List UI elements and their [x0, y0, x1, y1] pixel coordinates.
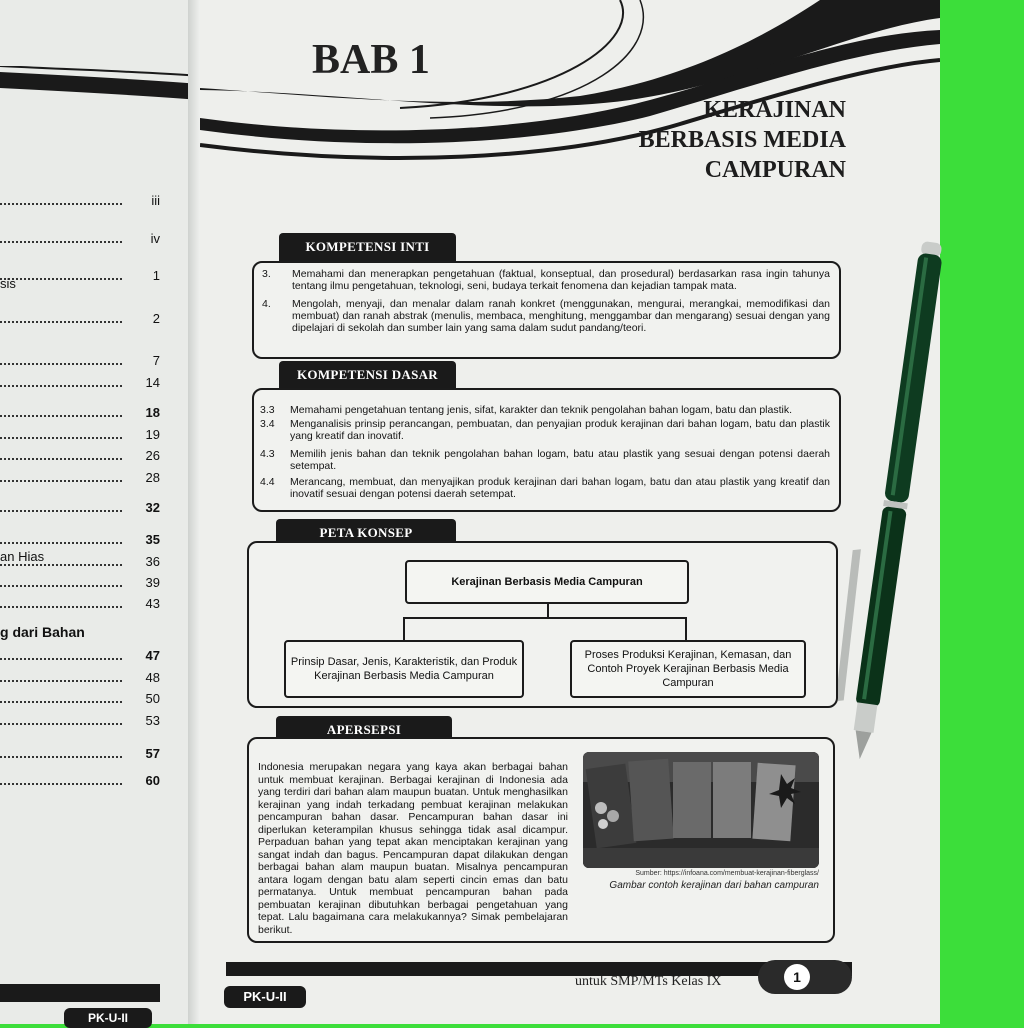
item-number: 3.	[262, 268, 271, 280]
concept-right-node: Proses Produksi Kerajinan, Kemasan, dan Contoh Proyek Kerajinan Berbasis Media Campuran	[570, 640, 806, 698]
toc-page-number: iv	[150, 231, 160, 246]
toc-row	[0, 643, 160, 665]
kompetensi-inti-heading: KOMPETENSI INTI	[279, 233, 456, 261]
toc-page-number: 50	[145, 691, 160, 706]
toc-page-number: 26	[145, 448, 160, 463]
toc-leader-dots	[0, 480, 122, 482]
concept-connector	[547, 602, 549, 618]
toc-row	[0, 768, 160, 790]
toc-page-number: 18	[145, 405, 160, 420]
toc-row	[0, 527, 160, 549]
toc-leader-dots	[0, 241, 122, 243]
toc-row	[0, 591, 160, 613]
item-number: 4.	[262, 298, 271, 310]
item-number: 3.4	[260, 418, 275, 430]
toc-page-number: 57	[145, 746, 160, 761]
left-footer-label: PK-U-II	[64, 1008, 152, 1028]
peta-konsep-heading: PETA KONSEP	[276, 519, 456, 547]
toc-row	[0, 226, 160, 248]
item-text: Mengolah, menyaji, dan menalar dalam ranah konkret (menggunakan, mengurai, merangkai, memodifikasi dan membuat) dan ranah abstrak (menulis, membaca, menghitung, menggambar dan mengarang) sesuai dengan yang dipelajari di sekolah dan sumber lain yang sama dalam sudut pandang/teori.	[292, 298, 830, 334]
toc-leader-dots	[0, 203, 122, 205]
apersepsi-text: Indonesia merupakan negara yang kaya akan berbagai bahan untuk membuat kerajinan. Berbagai kerajinan di Indonesia ada yang terdiri dari bahan alam maupun buatan. Untuk menghasilkan kerajinan yang indah terkadang pembuat kerajinan melakukan pencampuran bahan dasar. Pencampuran bahan dasar ini diperlukan keterampilan khusus sehingga tidak asal dicampur. Perpaduan bahan yang tepat akan menciptakan kerajinan yang sangat indah dan bagus. Pencampuran dapat dilakukan dengan berbagai bahan alam maupun buatan. Misalnya pencampuran antara logam dengan batu alam seperti cincin emas dan batu permatanya. Untuk membuat pencampuran bahan pada pembuatan kerajinan dibutuhkan berbagai pengetahuan yang tepat. Lalu bagaimana cara melakukannya? Simak pembelajaran berikut.	[258, 761, 568, 936]
item-number: 4.3	[260, 448, 275, 460]
toc-row	[0, 348, 160, 370]
toc-leader-dots	[0, 680, 122, 682]
toc-fragment: sis	[0, 276, 16, 291]
toc-leader-dots	[0, 278, 122, 280]
left-footer-bar	[0, 984, 160, 1002]
toc-page-number: 32	[145, 500, 160, 515]
kompetensi-dasar-item	[260, 404, 832, 416]
toc-row	[0, 443, 160, 465]
item-number: 3.3	[260, 404, 275, 416]
page-number: 1	[784, 964, 810, 990]
toc-leader-dots	[0, 415, 122, 417]
item-text: Memahami dan menerapkan pengetahuan (faktual, konseptual, dan prosedural) berdasarkan rasa ingin tahunya tentang ilmu pengetahuan, teknologi, seni, budaya terkait fenomena dan kejadian tampak mata.	[292, 268, 830, 292]
apersepsi-heading: APERSEPSI	[276, 716, 452, 744]
toc-row	[0, 741, 160, 763]
toc-leader-dots	[0, 783, 122, 785]
chapter-title-line: CAMPURAN	[704, 157, 846, 183]
toc-leader-dots	[0, 542, 122, 544]
toc-row	[0, 422, 160, 444]
item-number: 4.4	[260, 476, 275, 488]
toc-leader-dots	[0, 437, 122, 439]
chapter-title	[639, 95, 846, 185]
kompetensi-inti-item	[262, 268, 832, 296]
toc-page-number: 2	[152, 311, 160, 326]
toc-row	[0, 686, 160, 708]
concept-left-node: Prinsip Dasar, Jenis, Karakteristik, dan Produk Kerajinan Berbasis Media Campuran	[284, 640, 524, 698]
toc-page-number: 28	[145, 470, 160, 485]
concept-connector	[685, 617, 687, 640]
kompetensi-inti-item	[262, 298, 832, 346]
toc-leader-dots	[0, 756, 122, 758]
craft-photo-illustration	[583, 752, 819, 868]
toc-page-number: 48	[145, 670, 160, 685]
toc-row	[0, 495, 160, 517]
toc-page-number: 39	[145, 575, 160, 590]
toc-row	[0, 708, 160, 730]
toc-row	[0, 263, 160, 285]
item-text: Menganalisis prinsip perancangan, pembuatan, dan penyajian produk kerajinan dari bahan logam, batu dan plastik yang kreatif dan inovatif.	[290, 418, 830, 442]
toc-leader-dots	[0, 363, 122, 365]
toc-leader-dots	[0, 585, 122, 587]
toc-page-number: 60	[145, 773, 160, 788]
toc-page-number: 35	[145, 532, 160, 547]
toc-row	[0, 188, 160, 210]
left-page-header-band	[0, 66, 200, 106]
toc-row	[0, 465, 160, 487]
footer-text: untuk SMP/MTs Kelas IX	[575, 974, 722, 989]
toc-page-number: 47	[145, 648, 160, 663]
toc-leader-dots	[0, 658, 122, 660]
concept-connector	[403, 617, 687, 619]
toc-page-number: 14	[145, 375, 160, 390]
chapter-title-line: BERBASIS MEDIA	[638, 127, 846, 153]
kompetensi-dasar-heading: KOMPETENSI DASAR	[279, 361, 456, 389]
kompetensi-dasar-item	[260, 418, 832, 442]
craft-photo	[583, 752, 819, 868]
pen-image	[838, 236, 958, 766]
toc-page-number: 19	[145, 427, 160, 442]
toc-row	[0, 665, 160, 687]
toc-row	[0, 306, 160, 328]
concept-root-node: Kerajinan Berbasis Media Campuran	[405, 560, 689, 604]
kompetensi-dasar-item	[260, 476, 832, 500]
toc-leader-dots	[0, 458, 122, 460]
toc-leader-dots	[0, 510, 122, 512]
toc-page-number: 7	[152, 353, 160, 368]
toc-page-number: 53	[145, 713, 160, 728]
chapter-number: BAB 1	[312, 37, 430, 83]
toc-fragment: an Hias	[0, 549, 45, 564]
kompetensi-dasar-item	[260, 448, 832, 472]
toc-page-number: iii	[151, 193, 160, 208]
toc-leader-dots	[0, 723, 122, 725]
item-text: Memahami pengetahuan tentang jenis, sifat, karakter dan teknik pengolahan bahan logam, batu dan plastik.	[290, 404, 793, 416]
toc-leader-dots	[0, 606, 122, 608]
item-text: Memilih jenis bahan dan teknik pengolahan bahan logam, batu atau plastik yang sesuai dengan potensi daerah setempat.	[290, 448, 830, 472]
toc-page-number: 1	[152, 268, 160, 283]
toc-page-number: 36	[145, 554, 160, 569]
toc-leader-dots	[0, 701, 122, 703]
toc-row	[0, 370, 160, 392]
toc-section-heading: g dari Bahan	[0, 624, 85, 640]
photo-caption: Gambar contoh kerajinan dari bahan campuran	[609, 880, 819, 891]
left-page	[0, 0, 200, 1024]
chapter-title-line: KERAJINAN	[703, 97, 846, 123]
toc-page-number: 43	[145, 596, 160, 611]
toc-leader-dots	[0, 321, 122, 323]
photo-source: Sumber: https://infoana.com/membuat-kerajinan-fiberglass/	[635, 870, 819, 877]
item-text: Merancang, membuat, dan menyajikan produk kerajinan dari bahan logam, batu dan atau plastik yang kreatif dan inovatif sesuai dengan potensi daerah setempat.	[290, 476, 830, 500]
concept-connector	[403, 617, 405, 640]
toc-row	[0, 400, 160, 422]
toc-leader-dots	[0, 564, 122, 566]
toc-leader-dots	[0, 385, 122, 387]
toc-row	[0, 570, 160, 592]
footer-code-label: PK-U-II	[224, 986, 306, 1008]
